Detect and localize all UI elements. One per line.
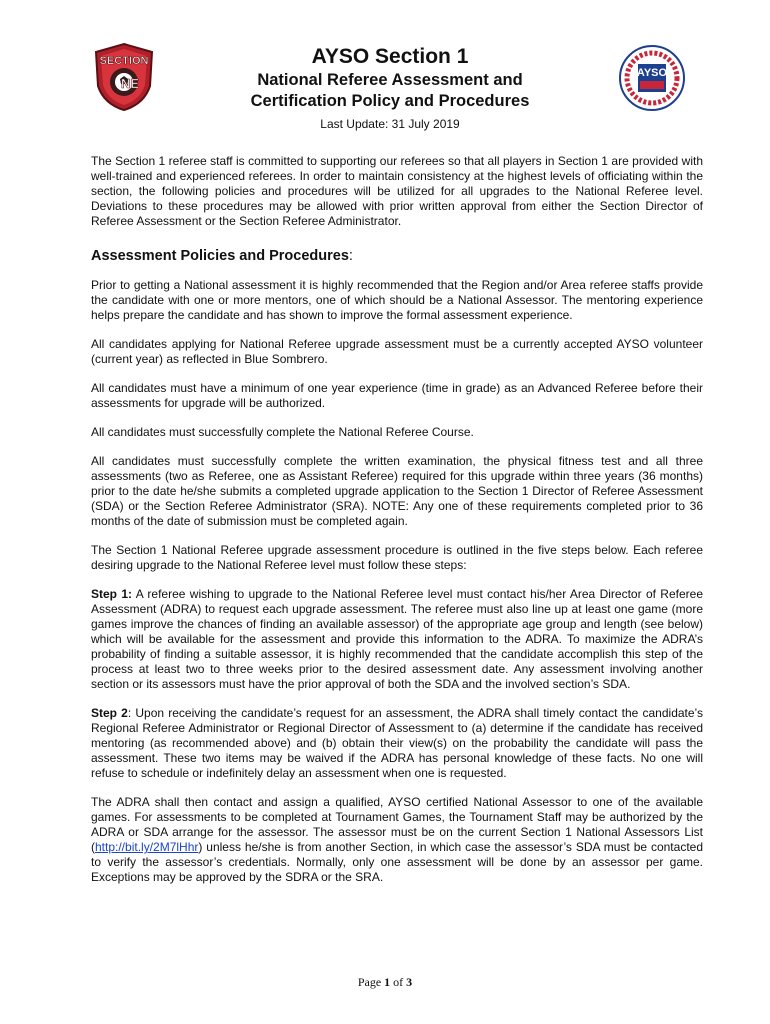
assessors-list-link[interactable]: http://bit.ly/2M7lHhr <box>95 840 199 854</box>
step-2-followup-text-after: ) unless he/she is from another Section, in which case the assessor’s SDA must be contacted to verify the assessor’s credentials. Normally, only one assessment will be done by an assessor per game. Exceptions may be approved by the SDRA or the SRA. <box>91 840 703 884</box>
section-heading <box>91 249 703 264</box>
step-2-text: : Upon receiving the candidate’s request for an assessment, the ADRA shall timely contact the candidate’s Regional Referee Administrator or Regional Director of Assessment to (a) determine if the candidate has received mentoring (as recommended above) and (b) obtain their view(s) on the probability the candidate will pass the assessment. These two items may be waived if the ADRA has personal knowledge of these facts. No one will refuse to schedule or indefinitely delay an assessment when one is requested. <box>91 706 703 780</box>
section-heading-text: Assessment Policies and Procedures <box>91 248 349 264</box>
logo-left-text-top: SECTION <box>99 55 149 67</box>
paragraph-steps-intro: The Section 1 National Referee upgrade assessment procedure is outlined in the five steps below. Each referee desiring upgrade to the National Referee level must follow these steps: <box>91 543 703 572</box>
step-2-paragraph <box>91 706 703 781</box>
document-subtitle-line-2: Certification Policy and Procedures <box>250 92 530 110</box>
footer-page-word: Page <box>357 975 382 989</box>
title-block <box>180 44 600 132</box>
footer-page-number: 1 <box>384 975 391 989</box>
paragraph-experience: All candidates must have a minimum of one year experience (time in grade) as an Advanced Referee before their assessments for upgrade will be authorized. <box>91 381 703 410</box>
intro-paragraph: The Section 1 referee staff is committed to supporting our referees so that all players in Section 1 are provided with well-trained and experienced referees. In order to maintain consistency at the highest levels of officiating within the section, the following policies and procedures will be utilized for all upgrades to the National Referee level. Deviations to these procedures may be allowed with prior written approval from either the Section Director of Referee Assessment or the Section Referee Administrator. <box>91 154 703 228</box>
logo-right-text: AYSO <box>636 67 668 79</box>
step-2-followup-paragraph <box>91 795 703 885</box>
document-title: AYSO Section 1 <box>311 45 469 68</box>
footer-page-total: 3 <box>406 975 413 989</box>
step-2-label: Step 2 <box>91 706 128 720</box>
step-2-followup-text-before: The ADRA shall then contact and assign a qualified, AYSO certified National Assessor to one of the available games. For assessments to be completed at Tournament Games, the Tournament Staff may be authorized by the ADRA or SDA arrange for the assessor. The assessor must be on the current Section 1 National Assessors List ( <box>91 795 703 854</box>
step-1-text: A referee wishing to upgrade to the National Referee level must contact his/her Area Director of Referee Assessment (ADRA) to request each upgrade assessment. The referee must also line up at least one game (more games improve the chances of finding an available assessor) of the appropriate age group and length (see below) which will be available for the assessment and provide this information to the ADRA. To maximize the ADRA’s probability of finding a suitable assessor, it is highly recommended that the candidate accomplish this step of the process at least two to three weeks prior to the desired assessment date. Any assessment involving another section or its assessors must have the prior approval of both the SDA and the involved section’s SDA. <box>91 587 703 691</box>
section-heading-colon: : <box>348 248 353 264</box>
logo-left-text-bottom: NE <box>120 76 140 91</box>
document-subtitle-line-1: National Referee Assessment and <box>257 71 523 89</box>
last-update: Last Update: 31 July 2019 <box>320 117 460 131</box>
section-one-logo <box>92 42 156 112</box>
ayso-logo <box>618 44 686 112</box>
footer-of-word: of <box>393 975 404 989</box>
page-footer <box>0 975 770 990</box>
paragraph-mentors: Prior to getting a National assessment it is highly recommended that the Region and/or Area referee staffs provide the candidate with one or more mentors, one of which should be a National Assessor. The mentoring experience helps prepare the candidate and has shown to improve the formal assessment experience. <box>91 278 703 322</box>
document-body <box>91 154 703 899</box>
step-1-label: Step 1: <box>91 587 133 601</box>
paragraph-requirements: All candidates must successfully complete the written examination, the physical fitness test and all three assessments (two as Referee, one as Assistant Referee) required for this upgrade within three years (36 months) prior to the date he/she submits a completed upgrade application to the Section 1 Director of Referee Assessment (SDA) or the Section Referee Administrator (SRA). NOTE: Any one of these requirements completed prior to 36 months of the date of submission must be completed again. <box>91 454 703 528</box>
paragraph-volunteer: All candidates applying for National Referee upgrade assessment must be a currently accepted AYSO volunteer (current year) as reflected in Blue Sombrero. <box>91 337 703 366</box>
step-1-paragraph <box>91 587 703 692</box>
paragraph-course: All candidates must successfully complete the National Referee Course. <box>91 425 474 439</box>
